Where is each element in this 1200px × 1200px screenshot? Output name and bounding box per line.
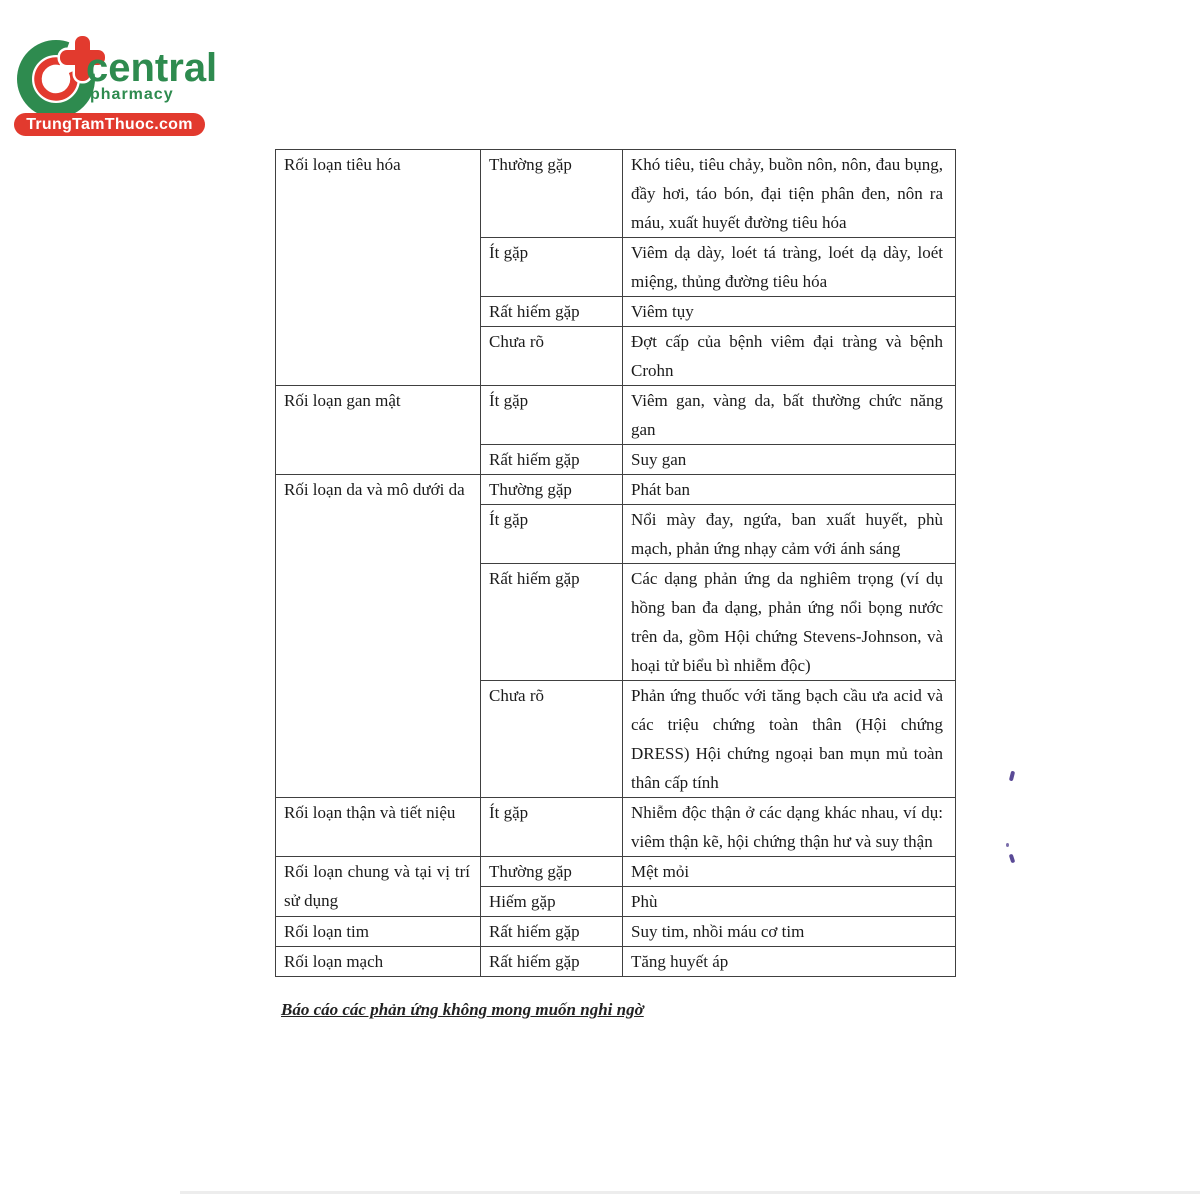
frequency-cell: Ít gặp [481,505,623,564]
frequency-cell: Thường gặp [481,857,623,887]
frequency-cell: Rất hiếm gặp [481,947,623,977]
frequency-cell: Ít gặp [481,386,623,445]
description-cell: Nhiễm độc thận ở các dạng khác nhau, ví dụ: viêm thận kẽ, hội chứng thận hư và suy thận [623,798,956,857]
description-cell: Phát ban [623,475,956,505]
report-caption: Báo cáo các phản ứng không mong muốn nghi ngờ [281,1000,644,1019]
table-row [276,917,956,947]
logo-brand-text: central [86,46,218,90]
logo-subtitle-text: pharmacy [90,86,174,103]
category-cell: Rối loạn da và mô dưới da [276,475,481,798]
category-cell: Rối loạn tim [276,917,481,947]
frequency-cell: Rất hiếm gặp [481,297,623,327]
frequency-cell: Thường gặp [481,150,623,238]
table-row [276,798,956,857]
frequency-cell: Chưa rõ [481,327,623,386]
ink-mark [1009,771,1015,782]
table-row [276,857,956,887]
frequency-cell: Chưa rõ [481,681,623,798]
description-cell: Suy tim, nhồi máu cơ tim [623,917,956,947]
page-edge-shadow [180,1191,1200,1194]
description-cell: Viêm gan, vàng da, bất thường chức năng gan [623,386,956,445]
table-row [276,386,956,445]
frequency-cell: Rất hiếm gặp [481,445,623,475]
description-cell: Phù [623,887,956,917]
central-pharmacy-logo [14,30,224,140]
ink-mark [1009,854,1016,864]
table-row [276,475,956,505]
frequency-cell: Ít gặp [481,798,623,857]
adverse-reactions-section [275,149,955,1020]
category-cell: Rối loạn gan mật [276,386,481,475]
category-cell: Rối loạn chung và tại vị trí sử dụng [276,857,481,917]
description-cell: Khó tiêu, tiêu chảy, buồn nôn, nôn, đau bụng, đầy hơi, táo bón, đại tiện phân đen, nôn ra máu, xuất huyết đường tiêu hóa [623,150,956,238]
description-cell: Viêm dạ dày, loét tá tràng, loét dạ dày, loét miệng, thủng đường tiêu hóa [623,238,956,297]
frequency-cell: Hiếm gặp [481,887,623,917]
frequency-cell: Thường gặp [481,475,623,505]
table-row [276,947,956,977]
adverse-reactions-table [275,149,956,977]
description-cell: Tăng huyết áp [623,947,956,977]
category-cell: Rối loạn thận và tiết niệu [276,798,481,857]
description-cell: Các dạng phản ứng da nghiêm trọng (ví dụ hồng ban đa dạng, phản ứng nổi bọng nước trên da, gồm Hội chứng Stevens-Johnson, và hoại tử biểu bì nhiễm độc) [623,564,956,681]
frequency-cell: Rất hiếm gặp [481,917,623,947]
ink-mark [1006,843,1009,847]
category-cell: Rối loạn mạch [276,947,481,977]
description-cell: Phản ứng thuốc với tăng bạch cầu ưa acid và các triệu chứng toàn thân (Hội chứng DRESS) Hội chứng ngoại ban mụn mủ toàn thân cấp tính [623,681,956,798]
logo-badge[interactable]: TrungTamThuoc.com [14,113,205,136]
description-cell: Mệt mỏi [623,857,956,887]
frequency-cell: Ít gặp [481,238,623,297]
table-row [276,150,956,238]
description-cell: Nổi mày đay, ngứa, ban xuất huyết, phù mạch, phản ứng nhạy cảm với ánh sáng [623,505,956,564]
category-cell: Rối loạn tiêu hóa [276,150,481,386]
frequency-cell: Rất hiếm gặp [481,564,623,681]
description-cell: Suy gan [623,445,956,475]
description-cell: Đợt cấp của bệnh viêm đại tràng và bệnh Crohn [623,327,956,386]
description-cell: Viêm tụy [623,297,956,327]
